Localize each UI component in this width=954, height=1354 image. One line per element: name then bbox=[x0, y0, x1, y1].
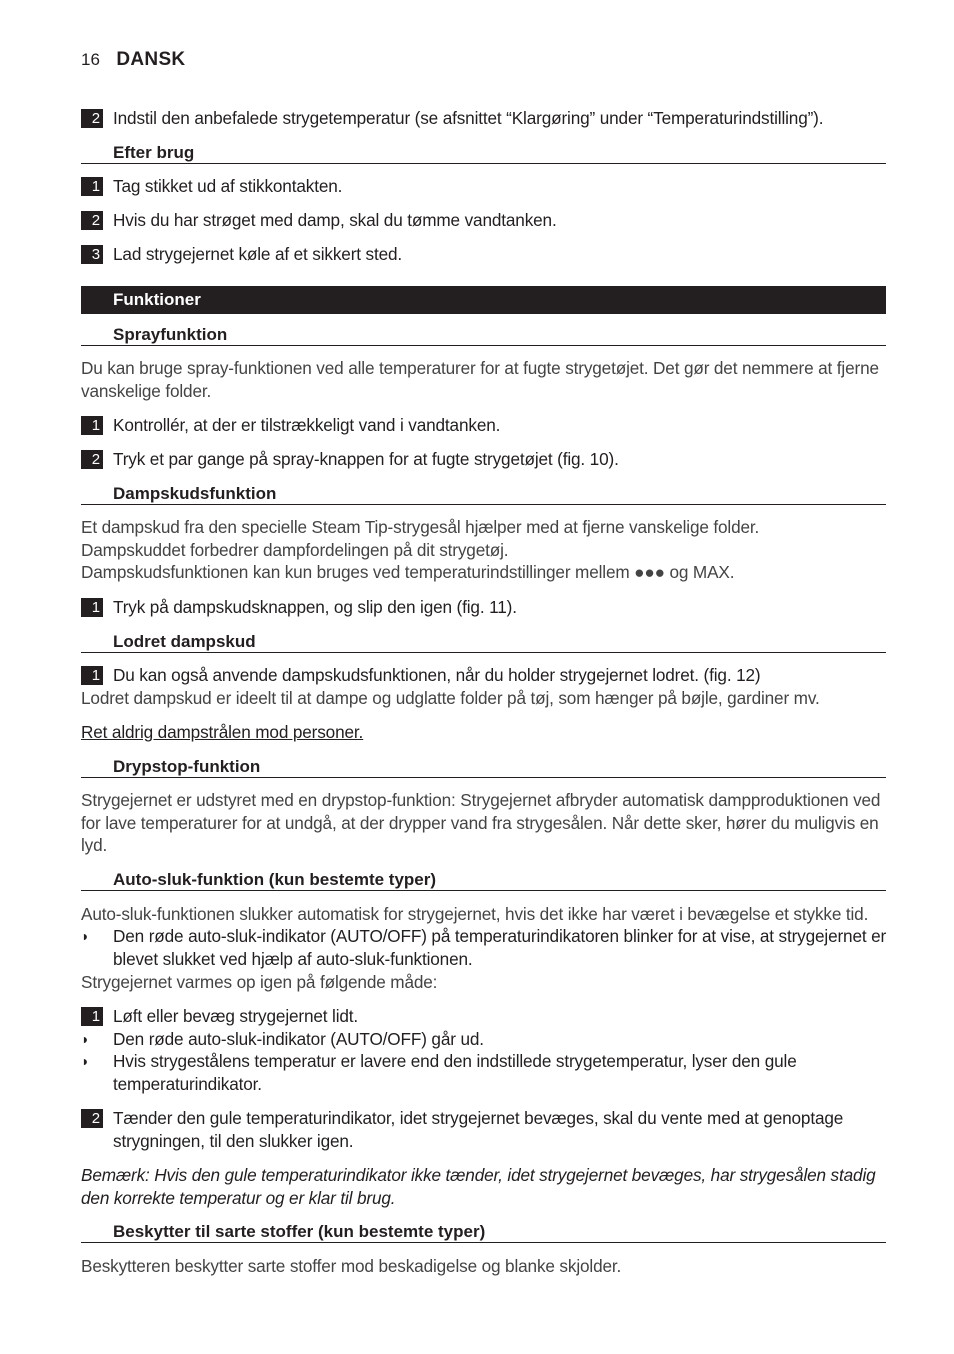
spray-step-2 bbox=[81, 448, 918, 471]
autosluk-bullet-2 bbox=[81, 1028, 918, 1051]
step-number: 1 bbox=[81, 177, 103, 196]
step-text: Tag stikket ud af stikkontakten. bbox=[113, 176, 343, 196]
lodret-warning: Ret aldrig dampstrålen mod personer. bbox=[81, 722, 364, 742]
heading-dampskudsfunktion: Dampskudsfunktion bbox=[81, 483, 886, 505]
lodret-body: Lodret dampskud er ideelt til at dampe og udglatte folder på tøj, som hænger på bøjle, gardiner mv. bbox=[81, 688, 820, 708]
lodret-step-1 bbox=[81, 664, 918, 687]
heading-beskytter: Beskytter til sarte stoffer (kun bestemte typer) bbox=[81, 1221, 886, 1243]
autosluk-bullet-1 bbox=[81, 925, 918, 970]
bullet-text: Den røde auto-sluk-indikator (AUTO/OFF) på temperaturindikatoren blinker for at vise, at strygejernet er blevet slukket ved hjælp af auto-sluk-funktionen. bbox=[113, 926, 887, 969]
heading-lodret-dampskud: Lodret dampskud bbox=[81, 631, 886, 653]
step-number: 2 bbox=[81, 211, 103, 230]
step-text: Løft eller bevæg strygejernet lidt. bbox=[113, 1006, 359, 1026]
autosluk-step-2 bbox=[81, 1107, 918, 1152]
bullet-icon: ◗ bbox=[81, 1031, 90, 1047]
section-funktioner: Funktioner bbox=[81, 286, 886, 314]
page-header bbox=[81, 49, 185, 73]
step-number: 1 bbox=[81, 1007, 103, 1026]
spray-step-1 bbox=[81, 414, 918, 437]
heading-efter-brug: Efter brug bbox=[81, 142, 886, 164]
language-title: DANSK bbox=[116, 49, 186, 70]
autosluk-body: Auto-sluk-funktionen slukker automatisk for strygejernet, hvis det ikke har været i bevægelse et stykke tid. bbox=[81, 904, 869, 924]
step-text: Kontrollér, at der er tilstrækkeligt vand i vandtanken. bbox=[113, 415, 501, 435]
bullet-icon: ◗ bbox=[81, 1053, 90, 1069]
step-text: Tryk et par gange på spray-knappen for at fugte strygetøjet (fig. 10). bbox=[113, 449, 619, 469]
heading-drypstop: Drypstop-funktion bbox=[81, 756, 886, 778]
beskytter-body: Beskytteren beskytter sarte stoffer mod beskadigelse og blanke skjolder. bbox=[81, 1256, 622, 1276]
intro-step bbox=[81, 107, 918, 130]
dampskud-body-2: Dampskuddet forbedrer dampfordelingen på dit strygetøj. bbox=[81, 540, 509, 560]
dampskud-body-1: Et dampskud fra den specielle Steam Tip-strygesål hjælper med at fjerne vanskelige folder. bbox=[81, 517, 760, 537]
step-number: 2 bbox=[81, 1109, 103, 1128]
bullet-text: Den røde auto-sluk-indikator (AUTO/OFF) går ud. bbox=[113, 1029, 484, 1049]
step-text: Tryk på dampskudsknappen, og slip den igen (fig. 11). bbox=[113, 597, 517, 617]
bullet-text: Hvis strygestålens temperatur er lavere end den indstillede strygetemperatur, lyser den gule temperaturindikator. bbox=[113, 1051, 797, 1094]
dampskud-step-1 bbox=[81, 596, 918, 619]
efter-brug-step-3 bbox=[81, 243, 918, 266]
autosluk-step-1 bbox=[81, 1005, 918, 1028]
step-number: 2 bbox=[81, 450, 103, 469]
step-text: Indstil den anbefalede strygetemperatur (se afsnittet “Klargøring” under “Temperaturindstilling”). bbox=[113, 108, 824, 128]
autosluk-body-2: Strygejernet varmes op igen på følgende måde: bbox=[81, 972, 438, 992]
bullet-icon: ◗ bbox=[81, 928, 90, 944]
autosluk-note: Bemærk: Hvis den gule temperaturindikator ikke tænder, idet strygejernet bevæges, har strygesålen stadig den korrekte temperatur og er klar til brug. bbox=[81, 1165, 876, 1208]
step-number: 2 bbox=[81, 109, 103, 128]
step-number: 3 bbox=[81, 245, 103, 264]
spray-body: Du kan bruge spray-funktionen ved alle temperaturer for at fugte strygetøjet. Det gør det nemmere at fjerne vanskelige folder. bbox=[81, 358, 879, 401]
step-text: Lad strygejernet køle af et sikkert sted. bbox=[113, 244, 403, 264]
heading-auto-sluk: Auto-sluk-funktion (kun bestemte typer) bbox=[81, 869, 886, 891]
efter-brug-step-2 bbox=[81, 209, 918, 232]
efter-brug-step-1 bbox=[81, 175, 918, 198]
dampskud-body-3: Dampskudsfunktionen kan kun bruges ved temperaturindstillinger mellem ●●● og MAX. bbox=[81, 562, 735, 582]
step-number: 1 bbox=[81, 416, 103, 435]
step-number: 1 bbox=[81, 598, 103, 617]
drypstop-body: Strygejernet er udstyret med en drypstop-funktion: Strygejernet afbryder automatisk dampproduktionen ved for lave temperaturer for at undgå, at der drypper vand fra strygesålen. Når dette sker, hører du muligvis en lyd. bbox=[81, 790, 881, 855]
autosluk-bullet-3 bbox=[81, 1050, 918, 1095]
page-number: 16 bbox=[81, 50, 100, 69]
step-number: 1 bbox=[81, 666, 103, 685]
step-text: Du kan også anvende dampskudsfunktionen, når du holder strygejernet lodret. (fig. 12) bbox=[113, 665, 761, 685]
step-text: Tænder den gule temperaturindikator, idet strygejernet bevæges, skal du vente med at genoptage strygningen, til den slukker igen. bbox=[113, 1108, 844, 1151]
heading-sprayfunktion: Sprayfunktion bbox=[81, 324, 886, 346]
step-text: Hvis du har strøget med damp, skal du tømme vandtanken. bbox=[113, 210, 557, 230]
